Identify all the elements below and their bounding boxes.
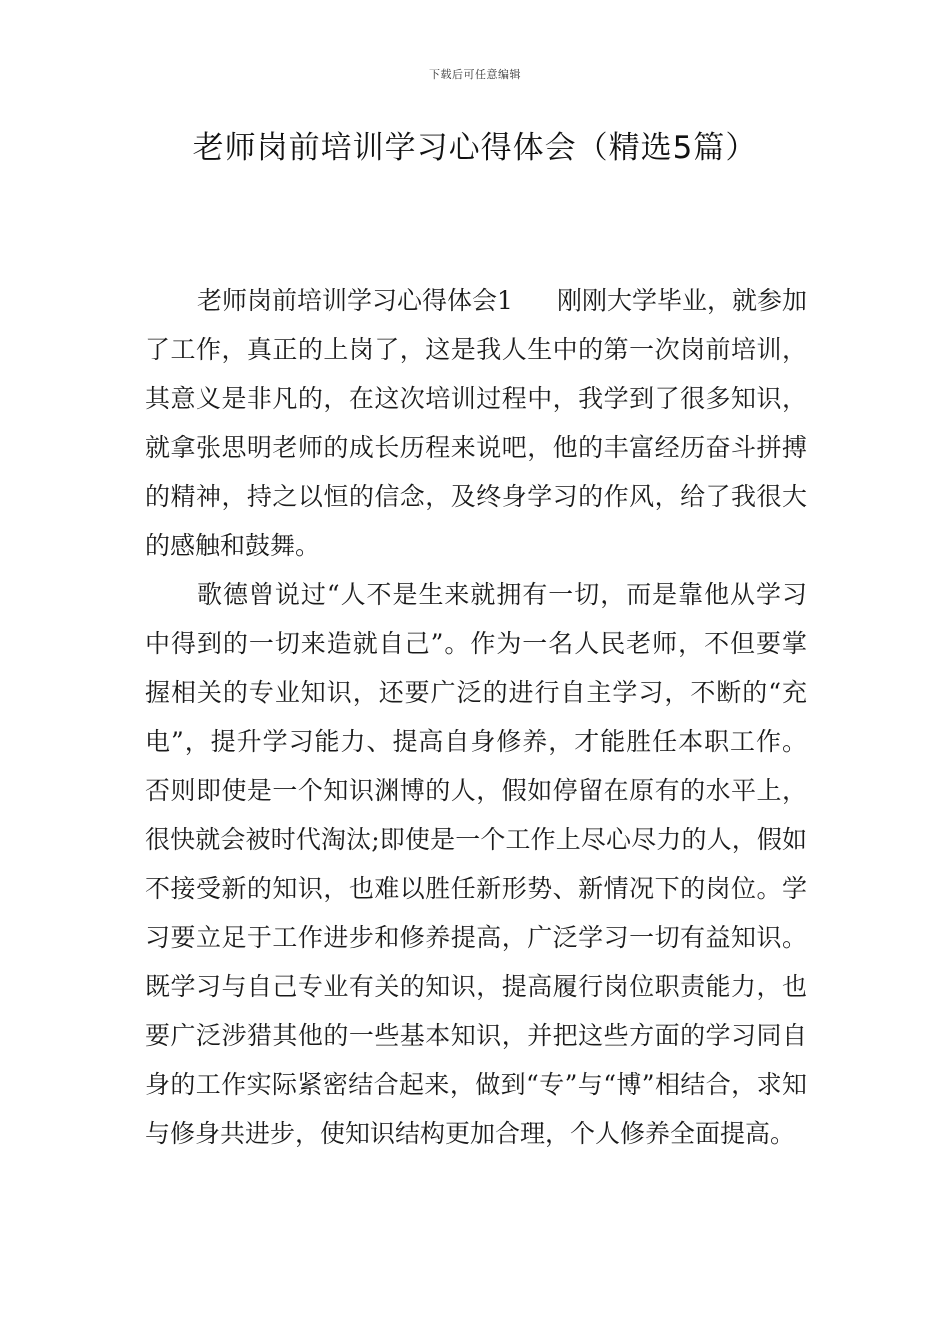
- paragraph-1: [145, 276, 807, 570]
- paragraph-1-text: 刚刚大学毕业，就参加了工作，真正的上岗了，这是我人生中的第一次岗前培训，其意义是非凡的，在这次培训过程中，我学到了很多知识，就拿张思明老师的成长历程来说吧，他的丰富经历奋斗拼搏的精神，持之以恒的信念，及终身学习的作风，给了我很大的感触和鼓舞。: [145, 286, 807, 560]
- header-note: 下载后可任意编辑: [429, 68, 521, 81]
- paragraph-2: 歌德曾说过“人不是生来就拥有一切，而是靠他从学习中得到的一切来造就自己”。作为一名人民老师，不但要掌握相关的专业知识，还要广泛的进行自主学习，不断的“充电”，提升学习能力、提高自身修养，才能胜任本职工作。否则即使是一个知识渊博的人，假如停留在原有的水平上，很快就会被时代淘汰;即使是一个工作上尽心尽力的人，假如不接受新的知识，也难以胜任新形势、新情况下的岗位。学习要立足于工作进步和修养提高，广泛学习一切有益知识。既学习与自己专业有关的知识，提高履行岗位职责能力，也要广泛涉猎其他的一些基本知识，并把这些方面的学习同自身的工作实际紧密结合起来，做到“专”与“博”相结合，求知与修身共进步，使知识结构更加合理，个人修养全面提高。: [145, 580, 807, 1148]
- document-title: 老师岗前培训学习心得体会（精选5篇）: [192, 130, 758, 166]
- document-body: [145, 276, 807, 1158]
- section-heading: 老师岗前培训学习心得体会1: [197, 286, 513, 315]
